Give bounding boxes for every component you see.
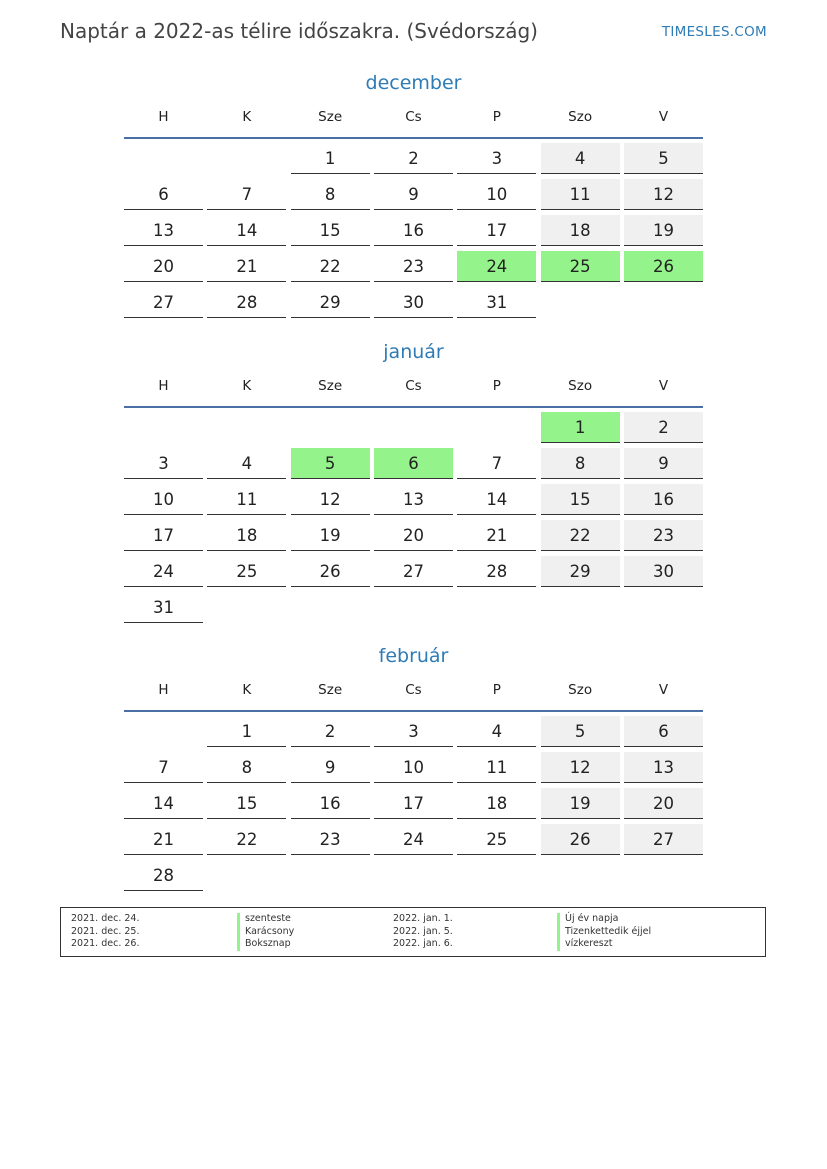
legend-names-left <box>237 913 294 951</box>
day-cell: 19 <box>291 520 370 551</box>
weekday-label: Sze <box>318 378 343 394</box>
day-cell: 29 <box>291 287 370 318</box>
weekday-label: K <box>242 378 252 394</box>
day-cell: 12 <box>624 179 703 210</box>
day-cell: 18 <box>541 215 620 246</box>
day-cell: 2 <box>374 143 453 174</box>
day-cell: 8 <box>207 752 286 783</box>
day-cell: 22 <box>291 251 370 282</box>
weekday-label: K <box>242 109 252 125</box>
day-cell: 2 <box>291 716 370 747</box>
legend-holiday-name: Tizenkettedik éjjel <box>557 926 651 939</box>
day-cell: 10 <box>124 484 203 515</box>
day-cell: 11 <box>541 179 620 210</box>
day-cell: 20 <box>624 788 703 819</box>
day-cell: 10 <box>374 752 453 783</box>
day-cell: 28 <box>207 287 286 318</box>
weekday-label: Sze <box>318 109 343 125</box>
day-cell: 27 <box>124 287 203 318</box>
day-cell: 23 <box>624 520 703 551</box>
empty-cell <box>374 412 453 448</box>
day-cell: 11 <box>207 484 286 515</box>
weekday-label: H <box>158 109 169 125</box>
empty-cell <box>207 412 286 448</box>
day-cell: 31 <box>124 592 203 623</box>
day-cell: 1 <box>541 412 620 443</box>
weekday-label: Cs <box>405 682 422 698</box>
legend-date: 2021. dec. 26. <box>71 938 140 950</box>
legend-dates-left <box>71 913 139 951</box>
day-cell: 14 <box>457 484 536 515</box>
day-cell: 19 <box>541 788 620 819</box>
day-cell: 16 <box>374 215 453 246</box>
legend-names-right <box>557 913 651 951</box>
legend-dates-right <box>393 913 453 951</box>
day-cell: 24 <box>457 251 536 282</box>
day-cell: 3 <box>124 448 203 479</box>
day-cell: 21 <box>207 251 286 282</box>
day-cell: 17 <box>374 788 453 819</box>
day-cell: 13 <box>124 215 203 246</box>
weekday-label: Cs <box>405 378 422 394</box>
weekday-header <box>124 366 703 408</box>
day-cell: 22 <box>207 824 286 855</box>
day-cell: 20 <box>124 251 203 282</box>
holiday-legend <box>60 907 766 957</box>
legend-date: 2021. dec. 25. <box>71 925 140 937</box>
day-cell: 11 <box>457 752 536 783</box>
day-cell: 8 <box>291 179 370 210</box>
day-cell: 31 <box>457 287 536 318</box>
day-cell: 24 <box>124 556 203 587</box>
day-cell: 2 <box>624 412 703 443</box>
day-cell: 17 <box>457 215 536 246</box>
weekday-label: P <box>492 109 501 125</box>
day-cell: 21 <box>457 520 536 551</box>
day-cell: 18 <box>207 520 286 551</box>
legend-holiday-name: vízkereszt <box>557 938 651 951</box>
day-cell: 16 <box>624 484 703 515</box>
day-cell: 20 <box>374 520 453 551</box>
weekday-label: V <box>658 682 669 698</box>
empty-cell <box>124 412 203 448</box>
day-cell: 5 <box>291 448 370 479</box>
day-cell: 26 <box>541 824 620 855</box>
weekday-label: Szo <box>568 378 593 394</box>
month-calendar-january <box>124 338 703 628</box>
legend-holiday-name: szenteste <box>237 913 294 926</box>
day-cell: 1 <box>291 143 370 174</box>
day-cell: 25 <box>207 556 286 587</box>
day-cell: 7 <box>207 179 286 210</box>
month-name: február <box>378 645 449 667</box>
brand-link[interactable]: TIMESLES.COM <box>661 24 767 40</box>
day-cell: 9 <box>374 179 453 210</box>
legend-date: 2022. jan. 1. <box>393 913 453 924</box>
weekday-label: P <box>492 378 501 394</box>
day-cell: 19 <box>624 215 703 246</box>
day-cell: 18 <box>457 788 536 819</box>
weekday-header <box>124 670 703 712</box>
day-cell: 28 <box>457 556 536 587</box>
day-cell: 26 <box>624 251 703 282</box>
day-cell: 27 <box>624 824 703 855</box>
day-cell: 23 <box>291 824 370 855</box>
day-cell: 15 <box>541 484 620 515</box>
empty-cell <box>291 412 370 448</box>
day-cell: 15 <box>291 215 370 246</box>
day-grid <box>124 412 703 628</box>
weekday-label: P <box>492 682 501 698</box>
day-cell: 28 <box>124 860 203 891</box>
day-cell: 8 <box>541 448 620 479</box>
month-calendar-december <box>124 69 703 323</box>
day-cell: 25 <box>541 251 620 282</box>
day-cell: 6 <box>624 716 703 747</box>
day-cell: 25 <box>457 824 536 855</box>
month-name: december <box>365 72 462 94</box>
legend-date: 2022. jan. 5. <box>393 925 453 937</box>
legend-holiday-name: Új év napja <box>557 913 651 926</box>
empty-cell <box>124 143 203 179</box>
day-cell: 23 <box>374 251 453 282</box>
day-cell: 9 <box>291 752 370 783</box>
page-title: Naptár a 2022-as télire időszakra. (Svédország) <box>60 19 538 43</box>
weekday-label: Szo <box>568 109 593 125</box>
day-cell: 14 <box>124 788 203 819</box>
day-cell: 5 <box>624 143 703 174</box>
empty-cell <box>124 716 203 752</box>
day-grid <box>124 716 703 896</box>
weekday-label: H <box>158 682 169 698</box>
day-cell: 1 <box>207 716 286 747</box>
day-cell: 6 <box>374 448 453 479</box>
month-calendar-february <box>124 642 703 896</box>
day-cell: 27 <box>374 556 453 587</box>
month-name: január <box>383 341 444 363</box>
day-cell: 3 <box>457 143 536 174</box>
day-grid <box>124 143 703 323</box>
weekday-label: Sze <box>318 682 343 698</box>
day-cell: 12 <box>291 484 370 515</box>
day-cell: 15 <box>207 788 286 819</box>
empty-cell <box>457 412 536 448</box>
legend-holiday-name: Karácsony <box>237 926 294 939</box>
day-cell: 12 <box>541 752 620 783</box>
day-cell: 5 <box>541 716 620 747</box>
day-cell: 4 <box>207 448 286 479</box>
day-cell: 4 <box>541 143 620 174</box>
legend-date: 2021. dec. 24. <box>71 913 140 924</box>
day-cell: 13 <box>374 484 453 515</box>
day-cell: 7 <box>457 448 536 479</box>
day-cell: 17 <box>124 520 203 551</box>
weekday-label: V <box>658 109 669 125</box>
legend-date: 2022. jan. 6. <box>393 938 453 950</box>
weekday-label: K <box>242 682 252 698</box>
legend-holiday-name: Boksznap <box>237 938 294 951</box>
day-cell: 30 <box>374 287 453 318</box>
weekday-label: Szo <box>568 682 593 698</box>
day-cell: 6 <box>124 179 203 210</box>
weekday-label: H <box>158 378 169 394</box>
day-cell: 13 <box>624 752 703 783</box>
day-cell: 29 <box>541 556 620 587</box>
weekday-label: Cs <box>405 109 422 125</box>
day-cell: 3 <box>374 716 453 747</box>
weekday-header <box>124 97 703 139</box>
day-cell: 10 <box>457 179 536 210</box>
day-cell: 9 <box>624 448 703 479</box>
day-cell: 16 <box>291 788 370 819</box>
day-cell: 30 <box>624 556 703 587</box>
day-cell: 22 <box>541 520 620 551</box>
empty-cell <box>207 143 286 179</box>
day-cell: 14 <box>207 215 286 246</box>
weekday-label: V <box>658 378 669 394</box>
day-cell: 4 <box>457 716 536 747</box>
day-cell: 26 <box>291 556 370 587</box>
day-cell: 7 <box>124 752 203 783</box>
day-cell: 24 <box>374 824 453 855</box>
day-cell: 21 <box>124 824 203 855</box>
